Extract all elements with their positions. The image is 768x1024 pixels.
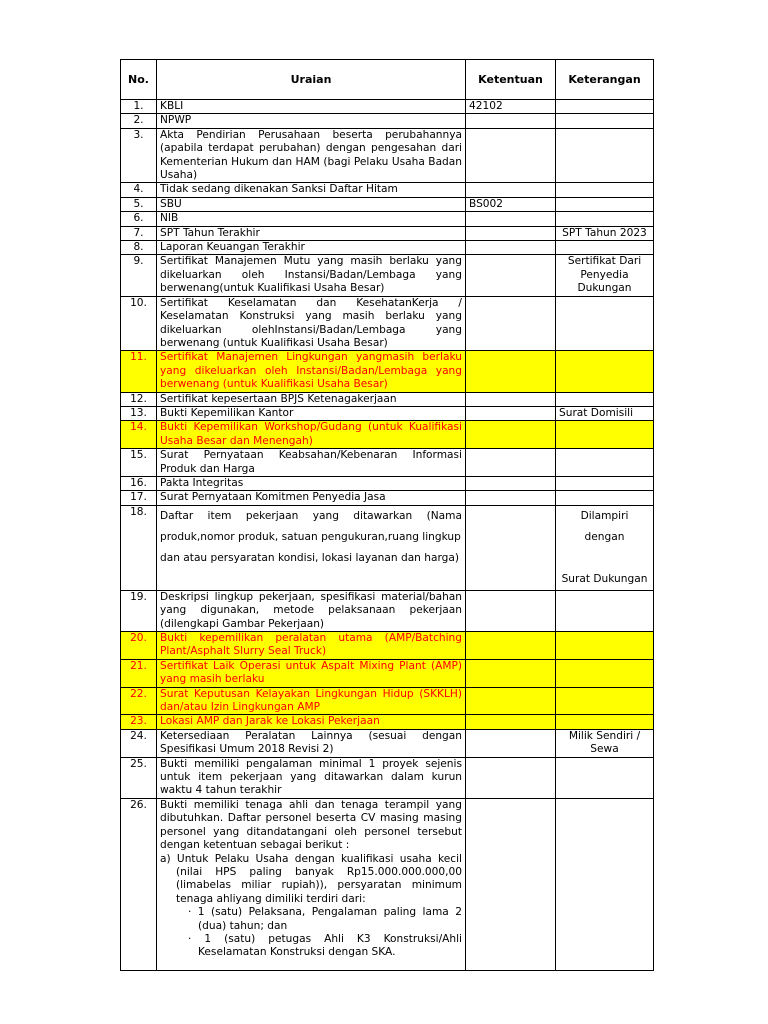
row-number: 22. xyxy=(121,687,157,715)
row-ketentuan xyxy=(466,757,556,798)
table-row xyxy=(121,212,654,226)
row-uraian: Tidak sedang dikenakan Sanksi Daftar Hitam xyxy=(157,183,466,197)
row-ketentuan xyxy=(466,798,556,970)
row-keterangan xyxy=(556,197,654,211)
row-ketentuan xyxy=(466,183,556,197)
row-number: 21. xyxy=(121,659,157,687)
row-number: 14. xyxy=(121,421,157,449)
table-row xyxy=(121,476,654,490)
row-uraian: Ketersediaan Peralatan Lainnya (sesuai dengan Spesifikasi Umum 2018 Revisi 2) xyxy=(157,729,466,757)
row-ketentuan: 42102 xyxy=(466,100,556,114)
uraian-line: Daftar item pekerjaan yang ditawarkan (Nama xyxy=(160,509,462,522)
table-row xyxy=(121,100,654,114)
row-keterangan xyxy=(556,715,654,729)
row-keterangan xyxy=(556,798,654,970)
row-uraian: SBU xyxy=(157,197,466,211)
row-number: 9. xyxy=(121,255,157,296)
row-number: 1. xyxy=(121,100,157,114)
row-uraian: Surat Pernyataan Komitmen Penyedia Jasa xyxy=(157,491,466,505)
row-ketentuan xyxy=(466,491,556,505)
table-row xyxy=(121,729,654,757)
table-row xyxy=(121,226,654,240)
table-row-highlighted xyxy=(121,351,654,392)
row-ketentuan xyxy=(466,659,556,687)
table-row-highlighted xyxy=(121,659,654,687)
row-keterangan: Milik Sendiri / Sewa xyxy=(556,729,654,757)
row-number: 12. xyxy=(121,392,157,406)
uraian-bullet: · 1 (satu) petugas Ahli K3 Konstruksi/Ahli Keselamatan Konstruksi dengan SKA. xyxy=(188,932,462,959)
row-uraian: Bukti Kepemilikan Kantor xyxy=(157,406,466,420)
row-uraian: KBLI xyxy=(157,100,466,114)
table-row-highlighted xyxy=(121,421,654,449)
uraian-bullet: · 1 (satu) Pelaksana, Pengalaman paling lama 2 (dua) tahun; dan xyxy=(188,906,462,932)
row-ketentuan xyxy=(466,632,556,660)
row-uraian: Lokasi AMP dan Jarak ke Lokasi Pekerjaan xyxy=(157,715,466,729)
row-keterangan xyxy=(556,476,654,490)
row-number: 10. xyxy=(121,296,157,351)
uraian-intro: Bukti memiliki tenaga ahli dan tenaga terampil yang dibutuhkan. Daftar personel beserta CV masing masing personel yang ditandatangani oleh personel tersebut dengan ketentuan sebagai berikut : xyxy=(160,798,462,852)
row-uraian: Pakta Integritas xyxy=(157,476,466,490)
row-uraian: Laporan Keuangan Terakhir xyxy=(157,241,466,255)
row-ketentuan xyxy=(466,590,556,631)
table-row-highlighted xyxy=(121,632,654,660)
row-uraian: Sertifikat Laik Operasi untuk Aspalt Mixing Plant (AMP) yang masih berlaku xyxy=(157,659,466,687)
row-keterangan xyxy=(556,241,654,255)
row-number: 24. xyxy=(121,729,157,757)
keterangan-line: Dilampiri dengan xyxy=(580,509,629,543)
header-ketentuan: Ketentuan xyxy=(466,60,556,100)
table-row-highlighted xyxy=(121,687,654,715)
row-number: 2. xyxy=(121,114,157,128)
row-uraian: Sertifikat Manajemen Lingkungan yangmasih berlaku yang dikeluarkan oleh Instansi/Badan/Lembaga yang berwenang (untuk Kualifikasi Usaha Besar) xyxy=(157,351,466,392)
table-row xyxy=(121,296,654,351)
header-uraian: Uraian xyxy=(157,60,466,100)
row-keterangan xyxy=(556,449,654,477)
row-keterangan xyxy=(556,100,654,114)
row-uraian: Akta Pendirian Perusahaan beserta perubahannya (apabila terdapat perubahan) dengan pengesahan dari Kementerian Hukum dan HAM (bagi Pelaku Usaha Badan Usaha) xyxy=(157,128,466,183)
table-row xyxy=(121,406,654,420)
uraian-line: dan atau persyaratan kondisi, lokasi layanan dan harga) xyxy=(160,551,459,564)
row-ketentuan xyxy=(466,226,556,240)
keterangan-line: Surat Dukungan xyxy=(561,572,648,585)
row-number: 25. xyxy=(121,757,157,798)
row-ketentuan xyxy=(466,392,556,406)
row-number: 23. xyxy=(121,715,157,729)
row-uraian: Surat Pernyataan Keabsahan/Kebenaran Informasi Produk dan Harga xyxy=(157,449,466,477)
row-uraian: Sertifikat Keselamatan dan KesehatanKerja / Keselamatan Konstruksi yang masih berlaku yang dikeluarkan olehInstansi/Badan/Lembaga yang berwenang (untuk Kualifikasi Usaha Besar) xyxy=(157,296,466,351)
row-number: 20. xyxy=(121,632,157,660)
table-row xyxy=(121,449,654,477)
row-number: 7. xyxy=(121,226,157,240)
row-keterangan xyxy=(556,212,654,226)
row-uraian: Deskripsi lingkup pekerjaan, spesifikasi material/bahan yang digunakan, metode pelaksanaan pekerjaan (dilengkapi Gambar Pekerjaan) xyxy=(157,590,466,631)
row-ketentuan xyxy=(466,421,556,449)
row-keterangan: Surat Domisili xyxy=(556,406,654,420)
table-row xyxy=(121,114,654,128)
row-keterangan xyxy=(556,128,654,183)
row-uraian: SPT Tahun Terakhir xyxy=(157,226,466,240)
row-ketentuan xyxy=(466,255,556,296)
table-row xyxy=(121,255,654,296)
table-row xyxy=(121,491,654,505)
row-uraian xyxy=(157,505,466,590)
uraian-line: produk,nomor produk, satuan pengukuran,ruang lingkup xyxy=(160,530,461,543)
row-keterangan xyxy=(556,505,654,590)
row-uraian: NIB xyxy=(157,212,466,226)
row-ketentuan xyxy=(466,715,556,729)
row-number: 11. xyxy=(121,351,157,392)
row-uraian xyxy=(157,798,466,970)
row-ketentuan xyxy=(466,128,556,183)
row-number: 16. xyxy=(121,476,157,490)
row-keterangan xyxy=(556,183,654,197)
row-number: 26. xyxy=(121,798,157,970)
row-keterangan: Sertifikat Dari Penyedia Dukungan xyxy=(556,255,654,296)
table-row xyxy=(121,757,654,798)
row-number: 19. xyxy=(121,590,157,631)
requirements-table xyxy=(120,59,654,971)
row-keterangan xyxy=(556,351,654,392)
row-number: 13. xyxy=(121,406,157,420)
table-header-row xyxy=(121,60,654,100)
table-row xyxy=(121,392,654,406)
row-number: 18. xyxy=(121,505,157,590)
uraian-sub-a: a) Untuk Pelaku Usaha dengan kualifikasi usaha kecil (nilai HPS paling banyak Rp15.000.000.000,00 (limabelas miliar rupiah)), persyaratan minimum tenaga ahliyang dimiliki terdiri dari: xyxy=(160,852,462,905)
row-keterangan xyxy=(556,114,654,128)
table-row-highlighted xyxy=(121,715,654,729)
row-uraian: Bukti memiliki pengalaman minimal 1 proyek sejenis untuk item pekerjaan yang ditawarkan dalam kurun waktu 4 tahun terakhir xyxy=(157,757,466,798)
row-uraian: Bukti kepemilikan peralatan utama (AMP/Batching Plant/Asphalt Slurry Seal Truck) xyxy=(157,632,466,660)
row-ketentuan: BS002 xyxy=(466,197,556,211)
row-uraian: Surat Keputusan Kelayakan Lingkungan Hidup (SKKLH) dan/atau Izin Lingkungan AMP xyxy=(157,687,466,715)
row-uraian: Bukti Kepemilikan Workshop/Gudang (untuk Kualifikasi Usaha Besar dan Menengah) xyxy=(157,421,466,449)
row-uraian: Sertifikat kepesertaan BPJS Ketenagakerjaan xyxy=(157,392,466,406)
row-number: 5. xyxy=(121,197,157,211)
row-keterangan xyxy=(556,659,654,687)
row-keterangan xyxy=(556,392,654,406)
row-ketentuan xyxy=(466,212,556,226)
row-ketentuan xyxy=(466,351,556,392)
row-number: 6. xyxy=(121,212,157,226)
row-number: 15. xyxy=(121,449,157,477)
row-uraian: Sertifikat Manajemen Mutu yang masih berlaku yang dikeluarkan oleh Instansi/Badan/Lembaga yang berwenang(untuk Kualifikasi Usaha Besar) xyxy=(157,255,466,296)
row-ketentuan xyxy=(466,114,556,128)
table-row xyxy=(121,590,654,631)
row-keterangan xyxy=(556,757,654,798)
row-keterangan xyxy=(556,491,654,505)
row-number: 4. xyxy=(121,183,157,197)
row-keterangan xyxy=(556,687,654,715)
row-ketentuan xyxy=(466,729,556,757)
row-keterangan xyxy=(556,632,654,660)
row-keterangan xyxy=(556,421,654,449)
row-ketentuan xyxy=(466,687,556,715)
row-keterangan xyxy=(556,590,654,631)
table-row xyxy=(121,798,654,970)
row-number: 3. xyxy=(121,128,157,183)
row-ketentuan xyxy=(466,406,556,420)
table-row xyxy=(121,505,654,590)
row-ketentuan xyxy=(466,476,556,490)
row-keterangan xyxy=(556,296,654,351)
row-number: 8. xyxy=(121,241,157,255)
row-uraian: NPWP xyxy=(157,114,466,128)
table-row xyxy=(121,128,654,183)
row-ketentuan xyxy=(466,296,556,351)
row-keterangan: SPT Tahun 2023 xyxy=(556,226,654,240)
header-no: No. xyxy=(121,60,157,100)
row-number: 17. xyxy=(121,491,157,505)
table-row xyxy=(121,241,654,255)
table-row xyxy=(121,183,654,197)
row-ketentuan xyxy=(466,241,556,255)
row-ketentuan xyxy=(466,449,556,477)
header-keterangan: Keterangan xyxy=(556,60,654,100)
table-row xyxy=(121,197,654,211)
row-ketentuan xyxy=(466,505,556,590)
